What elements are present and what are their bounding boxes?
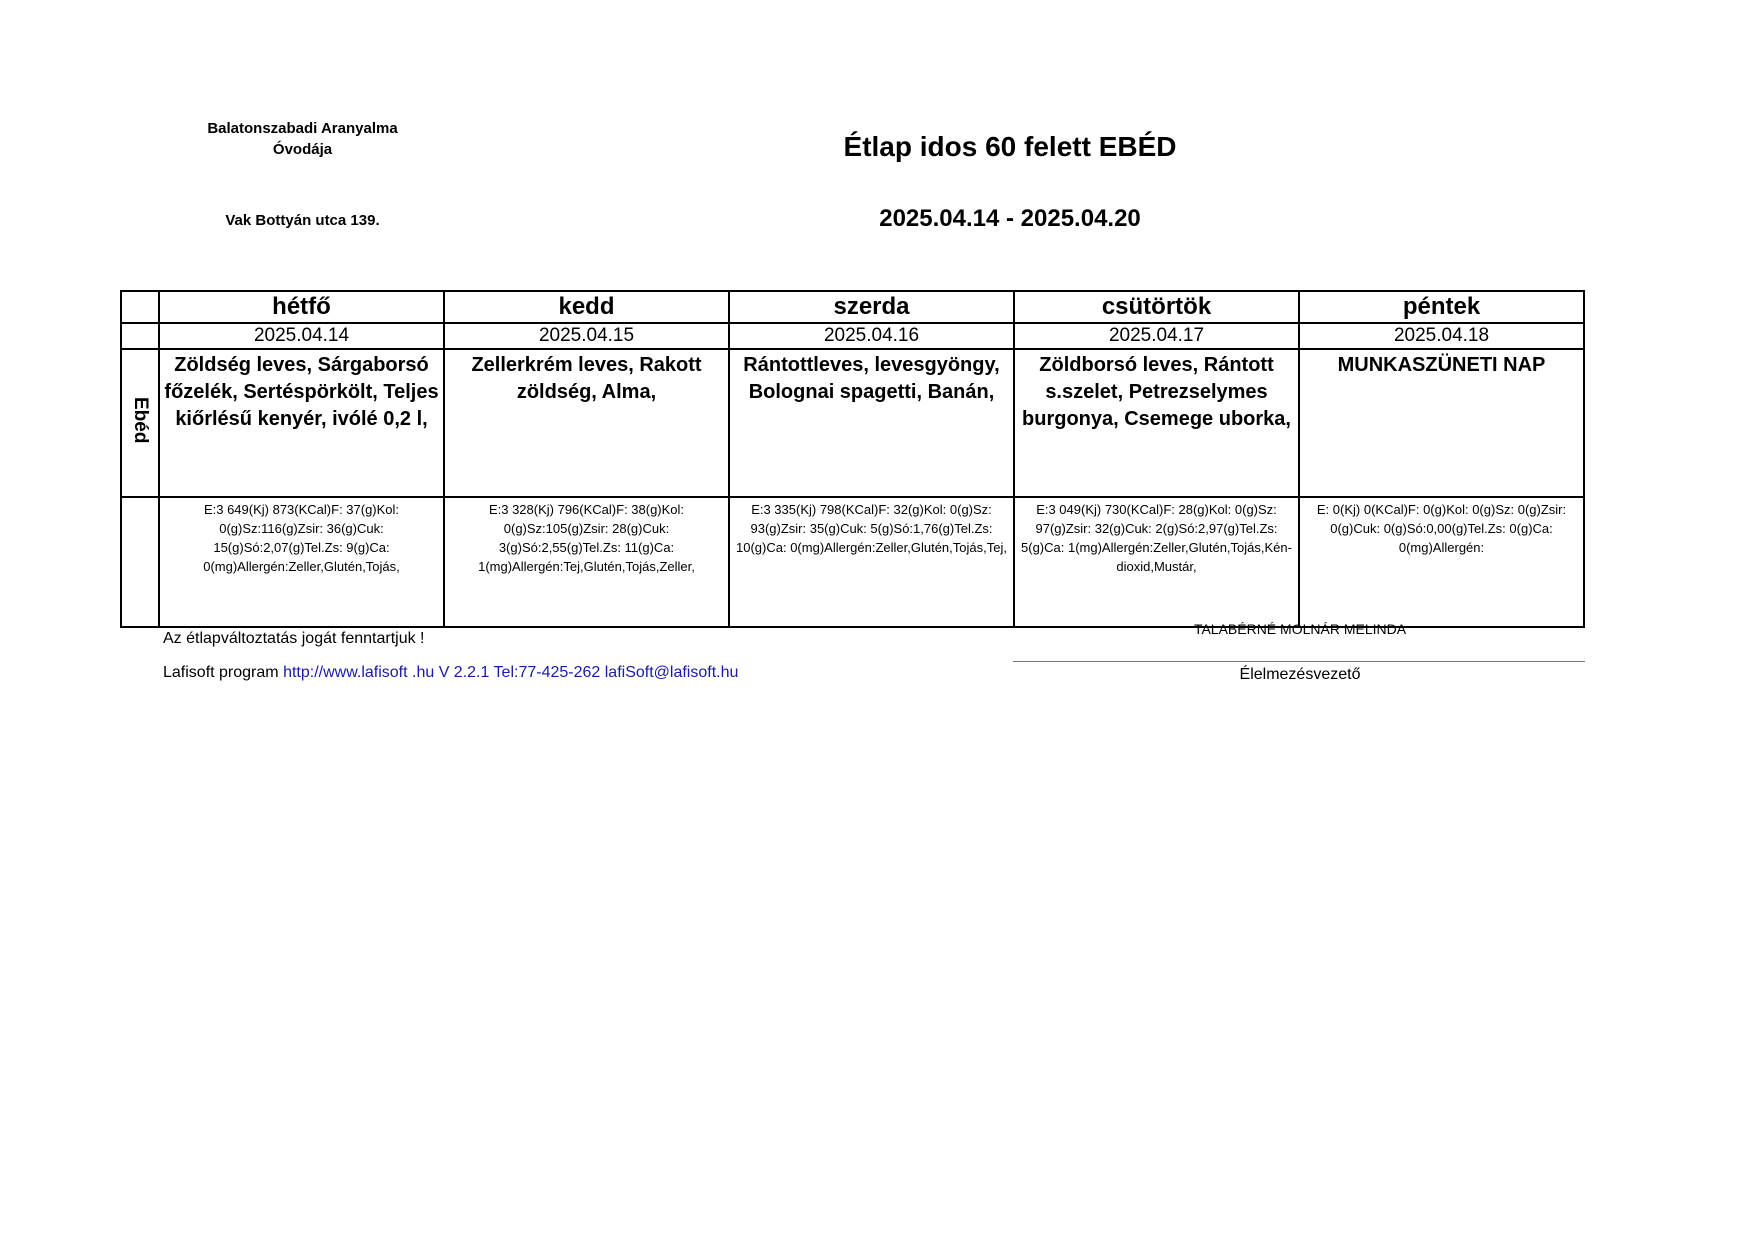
nutrition-info: E: 0(Kj) 0(KCal)F: 0(g)Kol: 0(g)Sz: 0(g)Zsir: 0(g)Cuk: 0(g)Só:0,00(g)Tel.Zs: 0(g)Ca: 0(mg)Allergén: <box>1299 497 1584 627</box>
nutrition-info: E:3 649(Kj) 873(KCal)F: 37(g)Kol: 0(g)Sz:116(g)Zsir: 36(g)Cuk: 15(g)Só:2,07(g)Tel.Zs: 9(g)Ca: 0(mg)Allergén:Zeller,Glutén,Tojás, <box>159 497 444 627</box>
date-row <box>121 323 1584 349</box>
program-link[interactable]: http://www.lafisoft .hu V 2.2.1 Tel:77-425-262 lafiSoft@lafisoft.hu <box>283 664 739 681</box>
day-name: péntek <box>1299 291 1584 323</box>
meal-menu: Zöldség leves, Sárgaborsó főzelék, Sertéspörkölt, Teljes kiőrlésű kenyér, ivólé 0,2 l, <box>159 349 444 497</box>
day-date: 2025.04.18 <box>1299 323 1584 349</box>
menu-table <box>120 290 1585 628</box>
signer-name: TALABÉRNÉ MOLNÁR MELINDA <box>1193 621 1407 637</box>
meal-menu: Rántottleves, levesgyöngy, Bolognai spagetti, Banán, <box>729 349 1014 497</box>
nutrition-info: E:3 049(Kj) 730(KCal)F: 28(g)Kol: 0(g)Sz: 97(g)Zsir: 32(g)Cuk: 2(g)Só:2,97(g)Tel.Zs: 5(g)Ca: 1(mg)Allergén:Zeller,Glutén,Tojás,Kén-dioxid,Mustár, <box>1014 497 1299 627</box>
day-name: kedd <box>444 291 729 323</box>
date-range: 2025.04.14 - 2025.04.20 <box>879 205 1141 232</box>
day-date: 2025.04.14 <box>159 323 444 349</box>
institution-name-line1: Balatonszabadi Aranyalma <box>207 120 398 137</box>
page-title: Étlap idos 60 felett EBÉD <box>843 131 1177 162</box>
side-cell <box>121 323 159 349</box>
nutrition-info: E:3 328(Kj) 796(KCal)F: 38(g)Kol: 0(g)Sz:105(g)Zsir: 28(g)Cuk: 3(g)Só:2,55(g)Tel.Zs: 11(g)Ca: 1(mg)Allergén:Tej,Glutén,Tojás,Zeller, <box>444 497 729 627</box>
institution-address: Vak Bottyán utca 139. <box>225 212 380 229</box>
nutrition-row <box>121 497 1584 627</box>
signer-role: Élelmezésvezető <box>1239 666 1361 683</box>
meal-menu: MUNKASZÜNETI NAP <box>1299 349 1584 497</box>
nutrition-info: E:3 335(Kj) 798(KCal)F: 32(g)Kol: 0(g)Sz: 93(g)Zsir: 35(g)Cuk: 5(g)Só:1,76(g)Tel.Zs: 10(g)Ca: 0(mg)Allergén:Zeller,Glutén,Tojás,Tej, <box>729 497 1014 627</box>
meal-menu: Zöldborsó leves, Rántott s.szelet, Petrezselymes burgonya, Csemege uborka, <box>1014 349 1299 497</box>
day-name: hétfő <box>159 291 444 323</box>
day-date: 2025.04.17 <box>1014 323 1299 349</box>
meal-row <box>121 349 1584 497</box>
day-name: szerda <box>729 291 1014 323</box>
day-date: 2025.04.16 <box>729 323 1014 349</box>
program-prefix: Lafisoft program <box>163 664 279 681</box>
day-header-row <box>121 291 1584 323</box>
institution-name-line2: Óvodája <box>272 141 333 158</box>
signature-line <box>1013 661 1585 662</box>
institution-name <box>170 118 435 160</box>
meal-menu: Zellerkrém leves, Rakott zöldség, Alma, <box>444 349 729 497</box>
program-info <box>163 664 738 682</box>
meal-label: Ebéd <box>130 397 151 444</box>
day-date: 2025.04.15 <box>444 323 729 349</box>
day-name: csütörtök <box>1014 291 1299 323</box>
corner-cell <box>121 291 159 323</box>
side-cell <box>121 497 159 627</box>
disclaimer: Az étlapváltoztatás jogát fenntartjuk ! <box>163 630 425 647</box>
meal-label-cell <box>121 349 159 497</box>
